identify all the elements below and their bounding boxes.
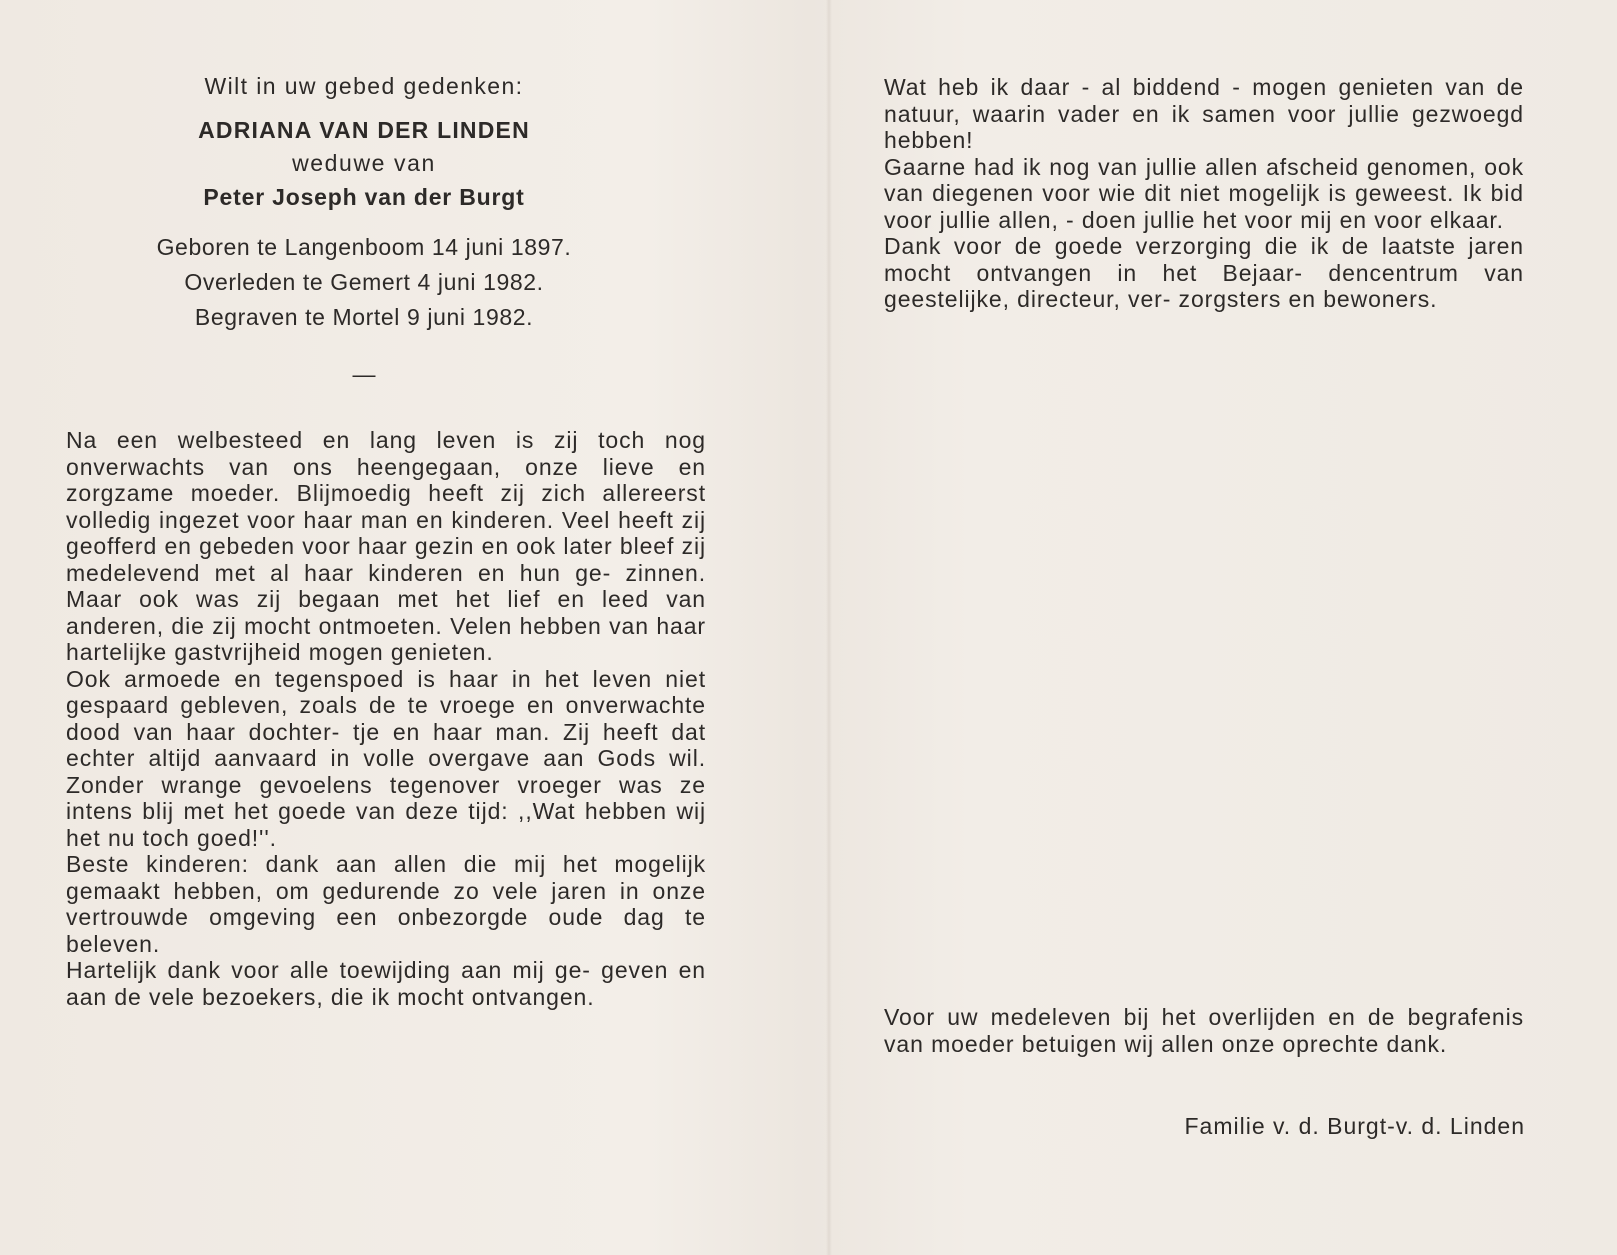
left-paragraph: Beste kinderen: dank aan allen die mij het mogelijk gemaakt hebben, om gedurende zo vele jaren in onze vertrouwde omgeving een onbezorgde oude dag te beleven. [66, 851, 706, 957]
widow-of-label: weduwe van [292, 150, 436, 176]
life-dates [44, 230, 684, 335]
separator-dash: — [352, 361, 376, 387]
birth-line: Geboren te Langenboom 14 juni 1897. [156, 234, 572, 260]
right-paragraph: Gaarne had ik nog van jullie allen afscheid genomen, ook van diegenen voor wie dit niet mogelijk is geweest. Ik bid voor jullie allen, - doen jullie het voor mij en voor elkaar. [884, 153, 1524, 233]
thanks-text: Voor uw medeleven bij het overlijden en de begrafenis van moeder betuigen wij allen onze oprechte dank. [884, 1004, 1524, 1057]
left-paragraph: Na een welbesteed en lang leven is zij toch nog onverwachts van ons heengegaan, onze lieve en zorgzame moeder. Blijmoedig heeft zij zich allereerst volledig ingezet voor haar man en kinderen. Veel heeft zij geofferd en gebeden voor haar gezin en ook later bleef zij medelevend met al haar kinderen en hun ge- zinnen. Maar ook was zij begaan met het lief en leed van anderen, die zij mocht ontmoeten. Velen hebben van haar hartelijke gastvrijheid mogen genieten. [66, 427, 706, 665]
right-page-text [884, 74, 1524, 313]
family-signature: Familie v. d. Burgt-v. d. Linden [1184, 1113, 1525, 1139]
husband-name: Peter Joseph van der Burgt [203, 184, 525, 210]
right-paragraph: Wat heb ik daar - al biddend - mogen genieten van de natuur, waarin vader en ik samen voor jullie gezwoegd hebben! [884, 74, 1524, 153]
deceased-name: ADRIANA VAN DER LINDEN [198, 117, 530, 143]
left-page [66, 70, 706, 1010]
left-paragraph: Hartelijk dank voor alle toewijding aan mij ge- geven en aan de vele bezoekers, die ik mocht ontvangen. [66, 957, 706, 1010]
thanks-block [884, 1004, 1524, 1057]
death-line: Overleden te Gemert 4 juni 1982. [184, 269, 544, 295]
left-body-text [66, 427, 706, 1010]
right-paragraph: Dank voor de goede verzorging die ik de laatste jaren mocht ontvangen in het Bejaar- dencentrum van geestelijke, directeur, ver- zorgsters en bewoners. [884, 233, 1524, 312]
card-header [44, 70, 684, 389]
prayer-line: Wilt in uw gebed gedenken: [204, 73, 524, 99]
burial-line: Begraven te Mortel 9 juni 1982. [194, 304, 534, 330]
card-fold [826, 0, 832, 1255]
left-paragraph: Ook armoede en tegenspoed is haar in het leven niet gespaard gebleven, zoals de te vroege en onverwachte dood van haar dochter- tje en haar man. Zij heeft dat echter altijd aanvaard in volle overgave aan Gods wil. Zonder wrange gevoelens tegenover vroeger was ze intens blij met het goede van deze tijd: ,,Wat hebben wij het nu toch goed!''. [66, 665, 706, 851]
